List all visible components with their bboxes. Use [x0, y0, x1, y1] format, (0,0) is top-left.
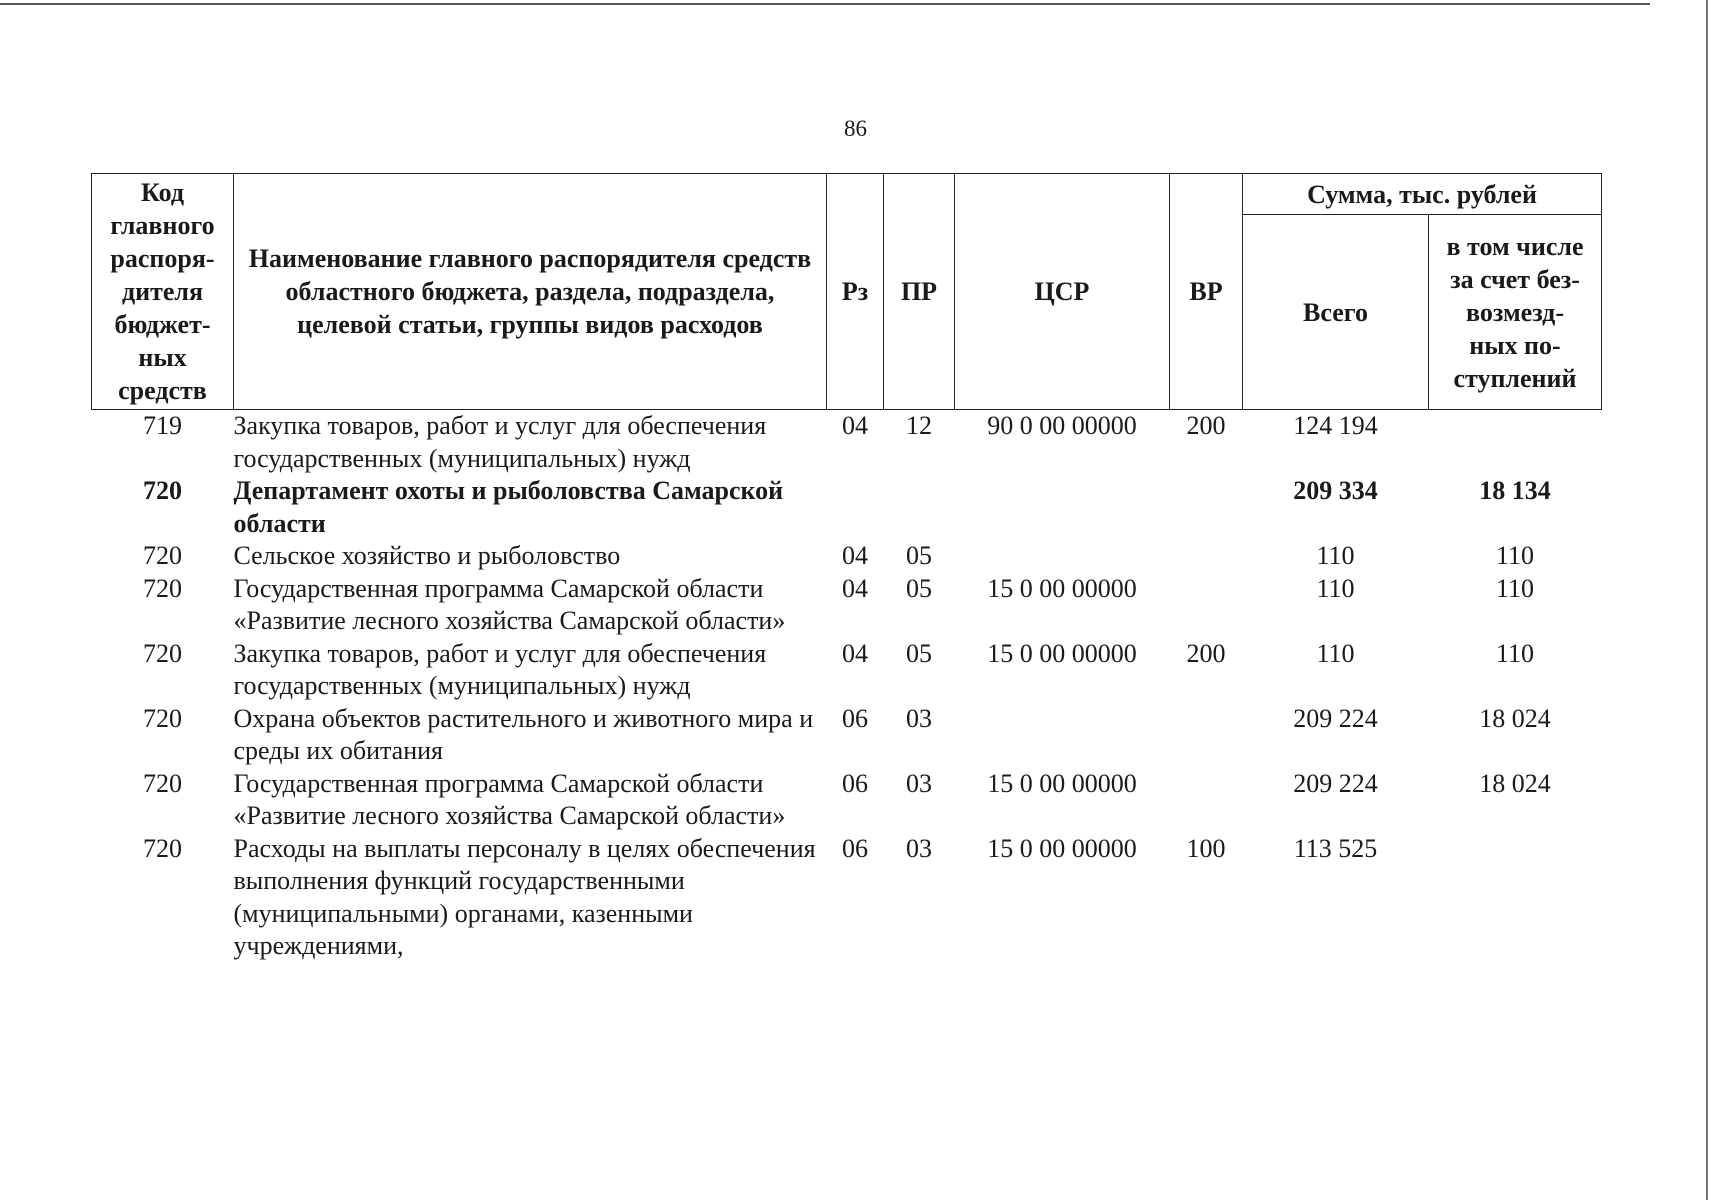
cell-rz: 06 — [842, 768, 868, 798]
cell-free — [1429, 833, 1602, 963]
cell-code: 720 — [143, 768, 182, 798]
header-total: Всего — [1243, 215, 1429, 410]
table-row — [92, 475, 1602, 540]
cell-name: Сельское хозяйство и рыболовство — [233, 541, 621, 570]
cell-name: Департамент охоты и рыболовства Самарской области — [233, 476, 784, 538]
cell-total: 110 — [1316, 573, 1355, 603]
cell-csr — [955, 540, 1170, 573]
cell-name: Государственная программа Самарской области «Развитие лесного хозяйства Самарской области» — [233, 768, 786, 830]
cell-vr: 200 — [1186, 411, 1226, 440]
cell-csr — [955, 703, 1170, 768]
cell-pr — [884, 475, 955, 540]
cell-vr: 200 — [1186, 638, 1226, 668]
cell-pr: 05 — [906, 638, 932, 668]
cell-total: 209 224 — [1293, 768, 1378, 798]
header-csr: ЦСР — [955, 174, 1170, 410]
header-rz: Рз — [827, 174, 884, 410]
header-name: Наименование главного распорядителя средств областного бюджета, раздела, подраздела, целевой статьи, группы видов расходов — [234, 174, 827, 410]
cell-pr: 03 — [906, 768, 932, 798]
cell-code: 720 — [143, 541, 182, 570]
cell-csr: 15 0 00 00000 — [987, 573, 1137, 603]
cell-code: 720 — [143, 833, 182, 863]
table-row — [92, 703, 1602, 768]
cell-total: 113 525 — [1293, 833, 1378, 863]
cell-vr — [1170, 768, 1243, 833]
table-header — [92, 174, 1602, 410]
cell-csr: 15 0 00 00000 — [987, 638, 1137, 668]
cell-pr: 12 — [906, 411, 932, 440]
cell-vr — [1170, 573, 1243, 638]
header-pr: ПР — [884, 174, 955, 410]
cell-free: 110 — [1495, 541, 1535, 570]
cell-free: 18 024 — [1479, 703, 1551, 733]
header-code: Код главного распоря- дителя бюджет- ных средств — [92, 174, 234, 410]
scan-edge-top — [0, 3, 1650, 5]
cell-total: 110 — [1316, 638, 1355, 668]
cell-code: 720 — [143, 638, 182, 668]
cell-free: 110 — [1495, 638, 1535, 668]
table-row — [92, 768, 1602, 833]
cell-csr: 15 0 00 00000 — [987, 833, 1137, 863]
cell-code: 720 — [143, 703, 182, 733]
cell-rz: 06 — [842, 703, 868, 733]
table-row — [92, 540, 1602, 573]
cell-free: 18 024 — [1479, 768, 1551, 798]
cell-pr: 03 — [906, 703, 932, 733]
header-free: в том числе за счет без- возмезд- ных по- ступлений — [1429, 215, 1602, 410]
cell-code: 720 — [143, 573, 182, 603]
table-row — [92, 573, 1602, 638]
cell-total: 110 — [1316, 541, 1355, 570]
table-body — [92, 410, 1602, 963]
cell-rz: 04 — [842, 573, 868, 603]
page-number: 86 — [844, 116, 867, 141]
cell-total: 124 194 — [1293, 411, 1378, 440]
cell-rz: 06 — [842, 833, 868, 863]
cell-pr: 03 — [906, 833, 932, 863]
cell-name: Закупка товаров, работ и услуг для обеспечения государственных (муниципальных) нужд — [233, 638, 767, 700]
cell-rz: 04 — [842, 541, 868, 570]
cell-total: 209 334 — [1293, 476, 1378, 505]
cell-name: Охрана объектов растительного и животного мира и среды их обитания — [233, 703, 814, 765]
cell-name: Расходы на выплаты персоналу в целях обеспечения выполнения функций государственными (муниципальными) органами, казенными учреждениями, — [233, 833, 816, 960]
cell-vr: 100 — [1186, 833, 1226, 863]
cell-name: Закупка товаров, работ и услуг для обеспечения государственных (муниципальных) нужд — [233, 411, 767, 473]
table-row — [92, 410, 1602, 476]
cell-code: 719 — [143, 411, 182, 440]
cell-rz — [827, 475, 884, 540]
cell-name: Государственная программа Самарской области «Развитие лесного хозяйства Самарской области» — [233, 573, 786, 635]
cell-csr: 90 0 00 00000 — [987, 411, 1137, 440]
cell-vr — [1170, 540, 1243, 573]
budget-table — [91, 173, 1602, 963]
cell-pr: 05 — [906, 573, 932, 603]
header-vr: ВР — [1170, 174, 1243, 410]
cell-free: 110 — [1495, 573, 1535, 603]
cell-free — [1429, 410, 1602, 476]
scan-edge-right — [1706, 0, 1708, 1200]
table-row — [92, 638, 1602, 703]
table-row — [92, 833, 1602, 963]
cell-rz: 04 — [842, 411, 868, 440]
cell-rz: 04 — [842, 638, 868, 668]
cell-code: 720 — [143, 476, 182, 505]
cell-csr: 15 0 00 00000 — [987, 768, 1137, 798]
cell-pr: 05 — [906, 541, 932, 570]
cell-free: 18 134 — [1479, 476, 1551, 505]
cell-csr — [955, 475, 1170, 540]
cell-total: 209 224 — [1293, 703, 1378, 733]
header-sum-group: Сумма, тыс. рублей — [1243, 174, 1602, 215]
cell-vr — [1170, 475, 1243, 540]
cell-vr — [1170, 703, 1243, 768]
